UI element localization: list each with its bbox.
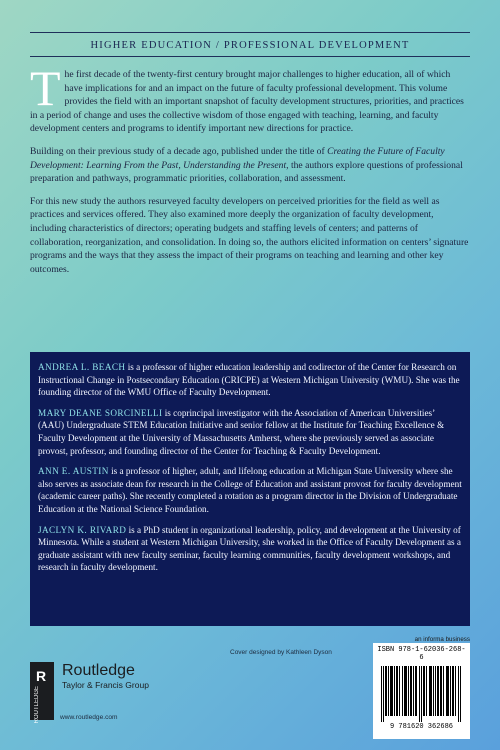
bio-rivard (38, 524, 462, 574)
author-bio-text: is a professor of higher, adult, and lifelong education at Michigan State University where she also serves as associate dean for research in the College of Education and assistant provost for faculty development (academic career paths). She recently completed a rotation as a program director in the Division of Undergraduate Education at the National Science Foundation. (38, 466, 462, 514)
publisher-block (30, 662, 149, 724)
barcode-digits: 9 781620 362686 (389, 723, 453, 731)
previous-book-title: Creating the Future of Faculty Development: Learning From the Past, Understanding the Present (30, 145, 445, 171)
bio-sorcinelli (38, 407, 462, 457)
author-bio-text: is coprincipal investigator with the Association of American Universities’ (AAU) Undergraduate STEM Education Initiative and senior fellow at the Institute for Teaching Excellence & Faculty Development at the University of Massachusetts Amherst, where she previously served as associate provost, professor, and founding director of the Center for Teaching & Faculty Development. (38, 407, 445, 456)
logo-side-text: ROUTLEDGE (34, 686, 40, 724)
logo-letter: R (36, 668, 47, 684)
publisher-website: www.routledge.com (60, 714, 118, 721)
intro-text: he first decade of the twenty-first century brought major challenges to higher education, all of which have implications for and an impact on the future of faculty professional development. This volume provides the field with an important snapshot of faculty development structures, priorities, and practices in a period of change and uses the collective wisdom of those engaged with teaching, learning, and faculty development centers and programs to identify important new directions for practice. (30, 69, 464, 135)
category-rule (30, 56, 470, 57)
author-name: MARY DEANE SORCINELLI (38, 407, 163, 418)
informa-tagline: an informa business (414, 636, 470, 643)
paragraph-2 (30, 145, 470, 186)
routledge-logo (30, 662, 54, 724)
description (30, 60, 470, 285)
bio-austin (38, 465, 462, 515)
author-name: ANDREA L. BEACH (38, 362, 126, 372)
paragraph-3: For this new study the authors resurveyed faculty developers on perceived priorities for the field as well as practices and services offered. They also examined more deeply the organization of faculty development, including characteristics of directors; operating budgets and staffing levels of centers; and patterns of collaboration, reorganization, and consolidation. In doing so, the authors elicited information on centers’ signature programs and the ways that they assess the impact of their programs on teaching and learning and other key outcomes. (30, 195, 469, 275)
intro-paragraph (30, 60, 470, 136)
isbn: ISBN 978-1-62036-268-6 (377, 646, 466, 662)
publisher-text (62, 662, 149, 690)
author-bio-box (30, 352, 470, 626)
publisher-group: Taylor & Francis Group (62, 680, 149, 690)
author-name: ANN E. AUSTIN (38, 466, 109, 477)
author-bio-text: is a professor of higher education leadership and codirector of the Center for Research on Instructional Change in Postsecondary Education (CRICPE) at Western Michigan University (WMU). She was the founding director of the WMU Office of Faculty Development. (38, 362, 460, 398)
barcode-image (379, 666, 465, 722)
barcode-box (373, 643, 470, 739)
author-bio-text: is a PhD student in organizational leadership, policy, and development at the University of Minnesota. While a student at Western Michigan University, she worked in the Office of Faculty Development as a graduate assistant with new faculty seminar, faculty learning communities, faculty development workshops, and research in faculty development. (38, 524, 461, 573)
top-rule (30, 32, 470, 33)
paragraph-2-text: Building on their previous study of a decade ago, published under the title of (30, 145, 328, 157)
drop-cap: T (30, 60, 61, 116)
cover-credit: Cover designed by Kathleen Dyson (230, 649, 332, 656)
author-name: JACLYN K. RIVARD (38, 524, 127, 535)
bio-beach (38, 361, 462, 399)
paragraph-2-end: , the authors explore questions of professional preparation and pathways, programmatic priorities, collaboration, and assessment. (30, 159, 463, 185)
publisher-name: Routledge (62, 662, 135, 679)
category-label: HIGHER EDUCATION / PROFESSIONAL DEVELOPMENT (90, 40, 410, 51)
